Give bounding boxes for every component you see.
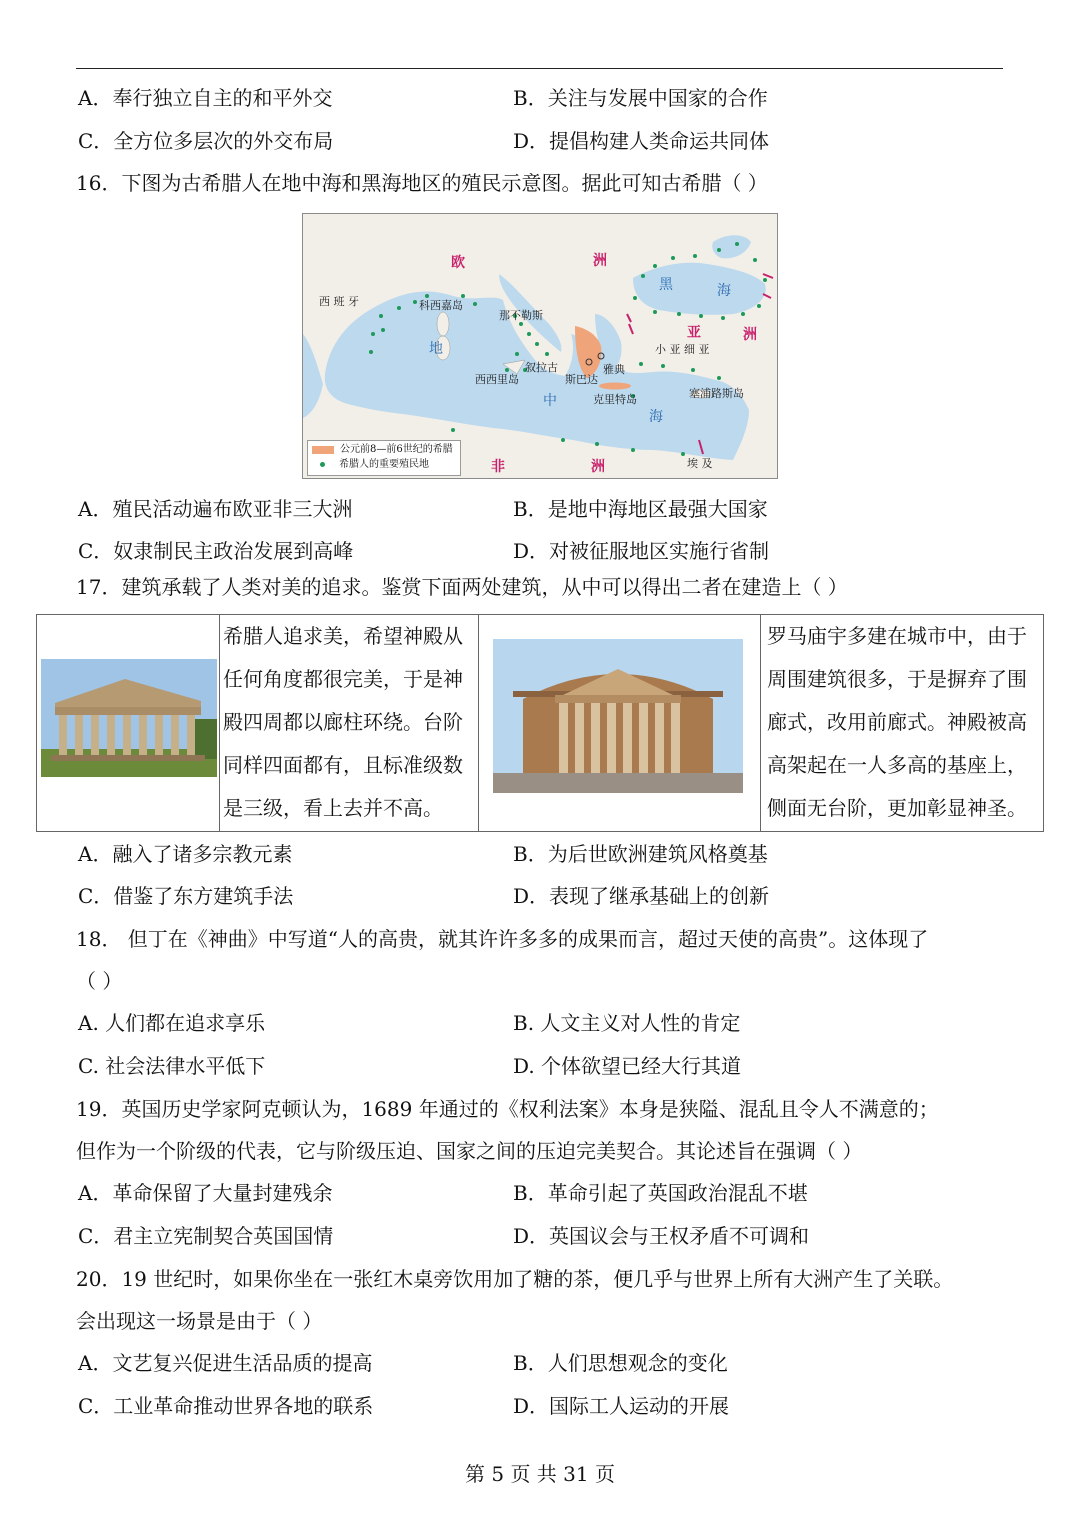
greek-colonization-map (302, 213, 778, 479)
q20-stem-1: 20．19 世纪时，如果你坐在一张红木桌旁饮用加了糖的茶，便几乎与世界上所有大洲产生了关联。 (76, 1267, 954, 1291)
map-med-1: 地 (429, 341, 443, 357)
map-black-sea-1: 黑 (659, 277, 673, 293)
roman-line-2: 周围建筑很多，于是摒弃了围 (767, 667, 1027, 691)
greek-line-1: 希腊人追求美，希望神殿从 (223, 624, 463, 648)
q17-stem: 17．建筑承载了人类对美的追求。鉴赏下面两处建筑，从中可以得出二者在建造上（ ） (76, 575, 848, 599)
map-naples: 那不勒斯 (499, 309, 543, 322)
map-athens: 雅典 (603, 363, 625, 376)
map-cyprus: 塞浦路斯岛 (689, 387, 744, 400)
greek-line-4: 同样四面都有，且标准级数 (223, 753, 463, 777)
q17-option-b[interactable]: B．为后世欧洲建筑风格奠基 (513, 842, 768, 866)
q18-stem-2: （ ） (76, 969, 123, 993)
map-africa-1: 非 (491, 459, 505, 475)
q20-option-c[interactable]: C．工业革命推动世界各地的联系 (78, 1394, 374, 1418)
q19-stem-1: 19．英国历史学家阿克顿认为，1689 年通过的《权利法案》本身是狭隘、混乱且令人不满意的； (76, 1097, 939, 1121)
q15-option-d[interactable]: D．提倡构建人类命运共同体 (513, 129, 770, 153)
roman-line-5: 侧面无台阶，更加彰显神圣。 (767, 796, 1027, 820)
q15-option-a[interactable]: A．奉行独立自主的和平外交 (78, 86, 333, 110)
greek-line-2: 任何角度都很完美，于是神 (223, 667, 463, 691)
q18-option-c[interactable]: C. 社会法律水平低下 (78, 1054, 266, 1078)
q18-option-d[interactable]: D. 个体欲望已经大行其道 (513, 1054, 742, 1078)
q20-option-a[interactable]: A．文艺复兴促进生活品质的提高 (78, 1351, 373, 1375)
map-africa-2: 洲 (591, 459, 605, 475)
greek-temple-image (41, 659, 217, 777)
map-sparta: 斯巴达 (565, 373, 598, 386)
q16-option-b[interactable]: B．是地中海地区最强大国家 (513, 497, 768, 521)
legend-dot-label: 希腊人的重要殖民地 (339, 459, 429, 470)
q16-option-c[interactable]: C．奴隶制民主政治发展到高峰 (78, 539, 354, 563)
greek-temple-cell (37, 615, 219, 831)
q19-option-a[interactable]: A．革命保留了大量封建残余 (78, 1181, 333, 1205)
q15-option-b[interactable]: B．关注与发展中国家的合作 (513, 86, 768, 110)
q17-option-a[interactable]: A．融入了诸多宗教元素 (78, 842, 293, 866)
greek-line-5: 是三级，看上去并不高。 (223, 796, 443, 820)
map-europe-2: 洲 (593, 253, 607, 269)
q19-stem-2: 但作为一个阶级的代表，它与阶级压迫、国家之间的压迫完美契合。其论述旨在强调（ ） (76, 1139, 863, 1163)
q16-option-a[interactable]: A．殖民活动遍布欧亚非三大洲 (78, 497, 353, 521)
roman-line-4: 高架起在一人多高的基座上， (767, 753, 1027, 777)
greek-text (223, 615, 463, 830)
roman-temple-image (493, 639, 743, 793)
q18-option-b[interactable]: B. 人文主义对人性的肯定 (513, 1011, 741, 1035)
top-rule (76, 68, 1003, 69)
map-egypt: 埃 及 (687, 457, 713, 470)
q18-option-a[interactable]: A. 人们都在追求享乐 (78, 1011, 266, 1035)
q19-option-d[interactable]: D．英国议会与王权矛盾不可调和 (513, 1224, 810, 1248)
legend-area-label: 公元前8—前6世纪的希腊 (340, 444, 453, 455)
page-number: 第 5 页 共 31 页 (465, 1462, 615, 1486)
q18-stem-1: 18． 但丁在《神曲》中写道“人的高贵，就其许许多多的成果而言，超过天使的高贵”。这体现了 (76, 927, 929, 951)
map-med-2: 中 (543, 393, 557, 409)
q19-option-c[interactable]: C．君主立宪制契合英国国情 (78, 1224, 334, 1248)
map-asia-2: 洲 (743, 327, 757, 343)
map-spain: 西 班 牙 (319, 295, 359, 308)
q17-option-d[interactable]: D．表现了继承基础上的创新 (513, 884, 770, 908)
q15-option-c[interactable]: C．全方位多层次的外交布局 (78, 129, 334, 153)
q20-option-d[interactable]: D．国际工人运动的开展 (513, 1394, 730, 1418)
roman-line-3: 廊式，改用前廊式。神殿被高 (767, 710, 1027, 734)
greek-line-3: 殿四周都以廊柱环绕。台阶 (223, 710, 463, 734)
map-corsica: 科西嘉岛 (419, 299, 463, 312)
q17-option-c[interactable]: C．借鉴了东方建筑手法 (78, 884, 294, 908)
map-sicily: 西西里岛 (475, 373, 519, 386)
architecture-table (36, 614, 1044, 832)
map-syracuse: 叙拉古 (525, 361, 558, 374)
roman-line-1: 罗马庙宇多建在城市中，由于 (767, 624, 1027, 648)
legend-area-swatch (312, 446, 334, 454)
q19-option-b[interactable]: B．革命引起了英国政治混乱不堪 (513, 1181, 808, 1205)
roman-text (767, 615, 1027, 830)
map-med-3: 海 (649, 409, 663, 425)
q16-option-d[interactable]: D．对被征服地区实施行省制 (513, 539, 770, 563)
map-legend (307, 440, 461, 476)
map-crete: 克里特岛 (593, 393, 637, 406)
map-asia-1: 亚 (687, 325, 701, 341)
q20-stem-2: 会出现这一场景是由于（ ） (76, 1309, 323, 1333)
q20-option-b[interactable]: B．人们思想观念的变化 (513, 1351, 728, 1375)
map-black-sea-2: 海 (717, 283, 731, 299)
roman-temple-cell (479, 615, 761, 831)
map-europe-1: 欧 (451, 255, 465, 271)
q16-stem: 16．下图为古希腊人在地中海和黑海地区的殖民示意图。据此可知古希腊（ ） (76, 171, 768, 195)
map-anatolia: 小 亚 细 亚 (655, 343, 710, 356)
legend-dot-swatch (320, 462, 325, 467)
